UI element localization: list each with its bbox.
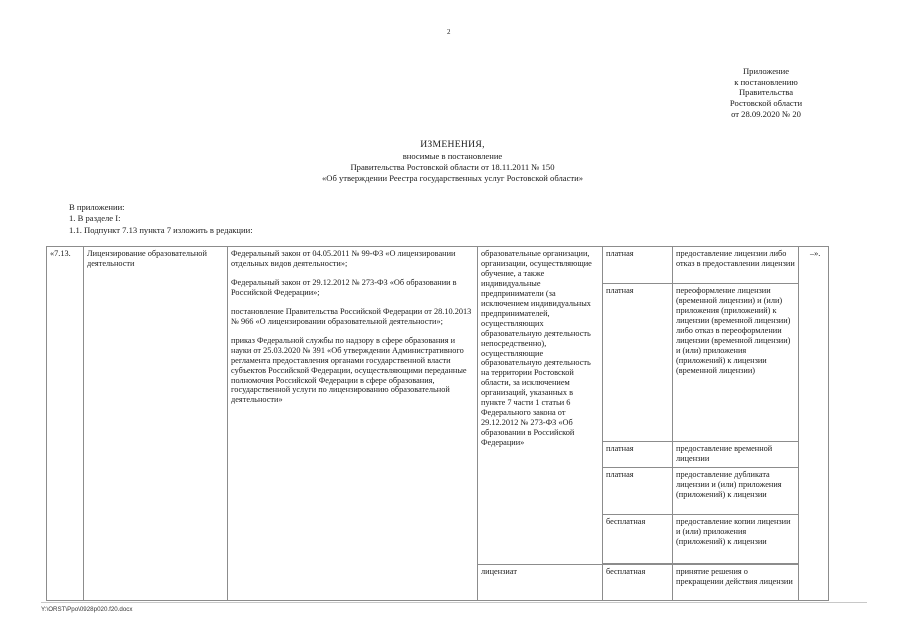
licensee-cell: лицензиат: [478, 565, 603, 601]
title-line: «Об утверждении Реестра государственных услуг Ростовской области»: [321, 173, 584, 184]
table-row: [47, 247, 829, 284]
law-reference: постановление Правительства Российской Федерации от 28.10.2013 № 966 «О лицензировании образовательной деятельности»;: [231, 306, 472, 326]
law-reference: Федеральный закон от 04.05.2011 № 99-ФЗ «О лицензировании отдельных видов деятельности»;: [231, 249, 456, 268]
appendix-line: Ростовской области: [729, 98, 803, 109]
service-name-cell: Лицензирование образовательной деятельности: [84, 247, 228, 601]
document-title: [0, 139, 905, 184]
appendix-block: [711, 66, 821, 120]
intro-line: В приложении:: [69, 202, 125, 212]
service-type-cell: платная: [603, 247, 673, 284]
registry-table: [46, 246, 829, 601]
service-result-cell: предоставление временной лицензии: [673, 442, 799, 468]
service-result-cell: предоставление дубликата лицензии и (или) приложения (приложений) к лицензии: [673, 468, 799, 515]
service-type-cell: платная: [603, 442, 673, 468]
law-reference: Федеральный закон от 29.12.2012 № 273-ФЗ «Об образовании в Российской Федерации»;: [231, 277, 457, 297]
service-type-cell: бесплатная: [603, 565, 673, 601]
appendix-line: от 28.09.2020 № 20: [731, 108, 801, 119]
page-number: 2: [447, 28, 451, 36]
service-result-cell: принятие решения о прекращении действия лицензии: [673, 565, 799, 601]
service-type-cell: платная: [603, 468, 673, 515]
law-reference: приказ Федеральной службы по надзору в сфере образования и науки от 25.03.2020 № 391 «Об утверждении Административного регламента предоставления органами государственной власти субъектов Российской Федерации, осуществляющими переданные полномочия Российской Федерации в сфере образования, государственной услуги по лицензированию образовательной деятельности»: [231, 335, 467, 405]
recipients-cell: образовательные организации, организации, осуществляющие обучение, а также индивидуальные предприниматели (за исключением индивидуальных предпринимателей, осуществляющих образовательную деятельность непосредственно), осуществляющие образовательную деятельность на территории Ростовской области, за исключением организаций, указанных в пункте 7 части 1 статьи 6 Федерального закона от 29.12.2012 № 273-ФЗ «Об образовании в Российской Федерации»: [478, 247, 603, 565]
service-result-cell: переоформление лицензии (временной лицензии) и (или) приложения (приложений) к лицензии (временной лицензии) либо отказ в переоформлении лицензии (временной лицензии) и (или) приложения (приложений) к лицензии (временной лицензии): [673, 284, 799, 442]
service-result-cell: предоставление копии лицензии и (или) приложения (приложений) к лицензии: [673, 515, 799, 564]
appendix-line: к постановлению: [734, 76, 798, 87]
title-line: вносимые в постановление: [402, 151, 503, 162]
footer-file-path: Y:\ORST\Ppo\0928p020.f20.docx: [41, 606, 133, 613]
footer-divider: [41, 602, 867, 603]
service-type-cell: платная: [603, 284, 673, 442]
closing-mark: –».: [810, 249, 821, 258]
appendix-line: Правительства: [738, 87, 794, 98]
appendix-line: Приложение: [742, 66, 790, 76]
item-number-cell: «7.13.: [47, 247, 84, 601]
service-result-cell: предоставление лицензии либо отказ в предоставлении лицензии: [673, 247, 799, 284]
legal-basis-cell: [228, 247, 478, 601]
service-type-cell: бесплатная: [603, 515, 673, 564]
intro-line: 1.1. Подпункт 7.13 пункта 7 изложить в редакции:: [69, 224, 253, 235]
title-heading: ИЗМЕНЕНИЯ,: [420, 139, 485, 150]
title-line: Правительства Ростовской области от 18.11.2011 № 150: [350, 162, 555, 173]
intro-block: [69, 202, 253, 236]
closing-cell: [799, 247, 829, 601]
intro-line: 1. В разделе I:: [69, 213, 121, 224]
